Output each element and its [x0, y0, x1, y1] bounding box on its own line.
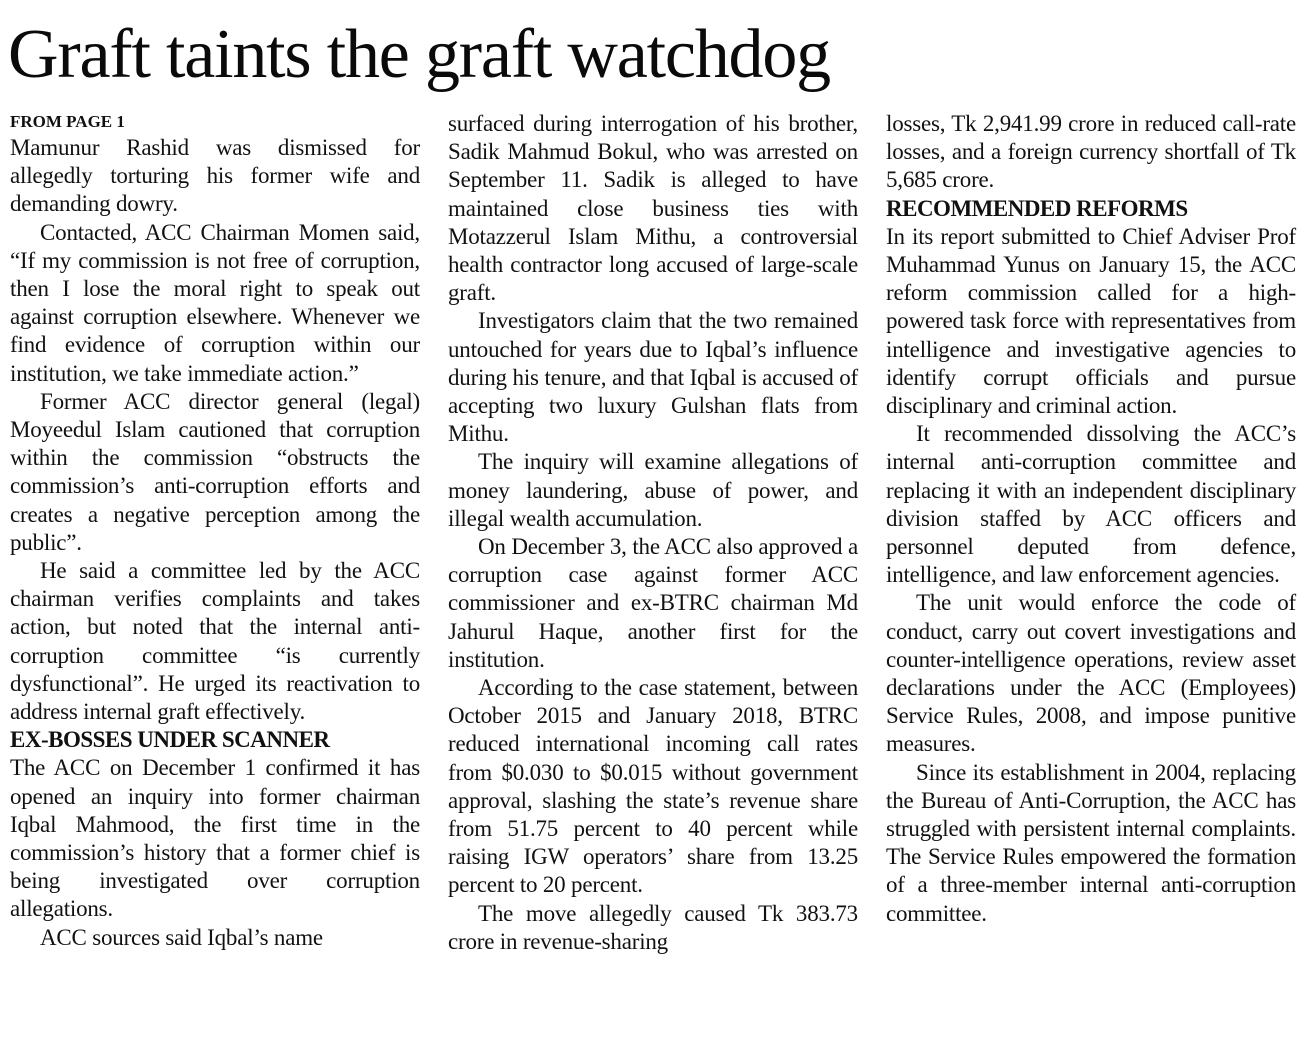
paragraph: Former ACC director general (legal) Moyeedul Islam cautioned that corruption within the commission “obstructs the commission’s anti-corruption efforts and creates a negative perception among the public”. [10, 388, 420, 555]
subhead-ex-bosses: EX-BOSSES UNDER SCANNER [10, 727, 330, 753]
paragraph: Mamunur Rashid was dismissed for allegedly torturing his former wife and demanding dowry. [10, 135, 420, 217]
paragraph: He said a committee led by the ACC chairman verifies complaints and takes action, but noted that the internal anti-corruption committee “is currently dysfunctional”. He urged its reactivation to address internal graft effectively. [10, 558, 420, 725]
paragraph: The unit would enforce the code of conduct, carry out covert investigations and counter-intelligence operations, review asset declarations under the ACC (Employees) Service Rules, 2008, and impose punitive measures. [886, 590, 1296, 757]
article-column-2 [448, 110, 858, 956]
paragraph: Investigators claim that the two remained untouched for years due to Iqbal’s influence during his tenure, and that Iqbal is accused of accepting two luxury Gulshan flats from Mithu. [448, 308, 858, 447]
paragraph: It recommended dissolving the ACC’s internal anti-corruption committee and replacing it with an independent disciplinary division staffed by ACC officers and personnel deputed from defence, intelligence, and law enforcement agencies. [886, 421, 1296, 588]
kicker-from-page-1: FROM PAGE 1 [10, 112, 125, 131]
paragraph: The inquiry will examine allegations of money laundering, abuse of power, and illegal wealth accumulation. [448, 449, 858, 531]
subhead-recommended-reforms: RECOMMENDED REFORMS [886, 195, 1188, 221]
article-column-3 [886, 110, 1296, 928]
paragraph: Since its establishment in 2004, replacing the Bureau of Anti-Corruption, the ACC has struggled with persistent internal complaints. The Service Rules empowered the formation of a three-member internal anti-corruption committee. [886, 759, 1296, 926]
headline: Graft taints the graft watchdog [8, 16, 830, 93]
paragraph: On December 3, the ACC also approved a corruption case against former ACC commissioner and ex-BTRC chairman Md Jahurul Haque, another first for the institution. [448, 534, 858, 672]
paragraph: The ACC on December 1 confirmed it has opened an inquiry into former chairman Iqbal Mahmood, the first time in the commission’s history that a former chief is being investigated over corruption allegations. [10, 755, 420, 922]
article-column-1 [10, 110, 420, 952]
paragraph: ACC sources said Iqbal’s name [40, 924, 323, 950]
paragraph: Contacted, ACC Chairman Momen said, “If my commission is not free of corruption, then I lose the moral right to speak out against corruption elsewhere. Whenever we find evidence of corruption within our institution, we take immediate action.” [10, 219, 420, 386]
paragraph: losses, Tk 2,941.99 crore in reduced call-rate losses, and a foreign currency shortfall of Tk 5,685 crore. [886, 111, 1296, 193]
paragraph: In its report submitted to Chief Adviser Prof Muhammad Yunus on January 15, the ACC reform commission called for a high-powered task force with representatives from intelligence and investigative agencies to identify corrupt officials and pursue disciplinary and criminal action. [886, 223, 1296, 419]
paragraph: The move allegedly caused Tk 383.73 crore in revenue-sharing [448, 900, 858, 954]
paragraph: According to the case statement, between October 2015 and January 2018, BTRC reduced international incoming call rates from $0.030 to $0.015 without government approval, slashing the state’s revenue share from 51.75 percent to 40 percent while raising IGW operators’ share from 13.25 percent to 20 percent. [448, 675, 858, 898]
paragraph: surfaced during interrogation of his brother, Sadik Mahmud Bokul, who was arrested on September 11. Sadik is alleged to have maintained close business ties with Motazzerul Islam Mithu, a controversial health contractor long accused of large-scale graft. [448, 111, 858, 306]
